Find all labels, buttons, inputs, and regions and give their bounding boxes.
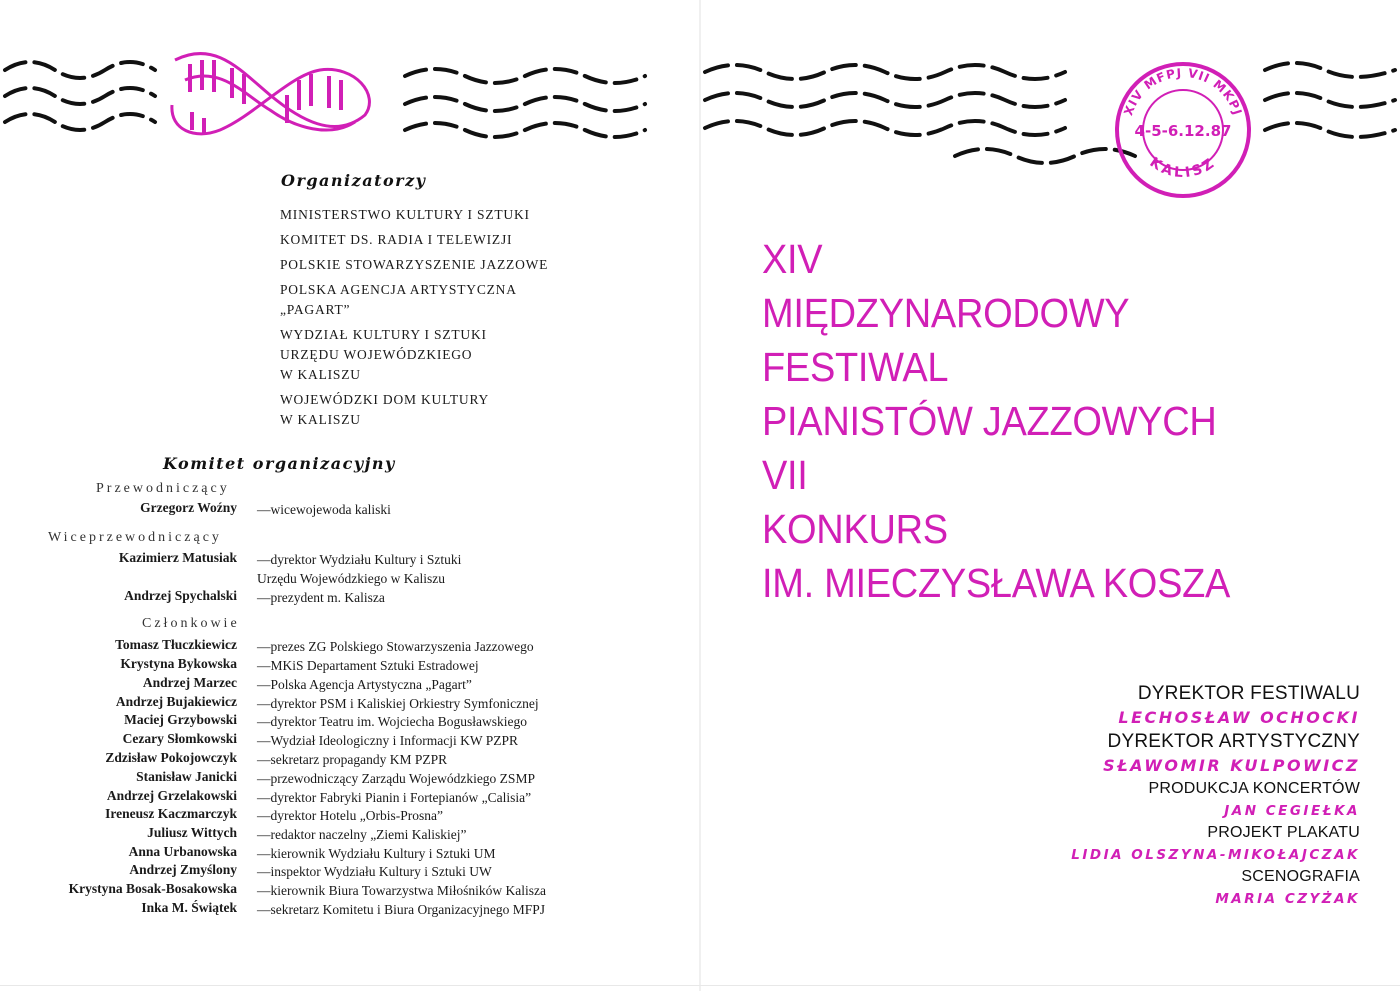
committee-row	[0, 788, 680, 808]
committee-row	[0, 500, 680, 520]
credits-block	[1071, 682, 1360, 910]
right-page	[700, 0, 1400, 991]
credit-person: SŁAWOMIR KULPOWICZ	[1103, 756, 1360, 775]
person-role: —dyrektor Fabryki Pianin i Fortepianów „Calisia”	[257, 790, 532, 805]
person-role: —MKiS Departament Sztuki Estradowej	[257, 658, 479, 673]
committee-row	[0, 900, 680, 920]
person-name: Kazimierz Matusiak	[118, 550, 237, 565]
committee-row	[0, 750, 680, 770]
person-role: —Wydział Ideologiczny i Informacji KW PZPR	[257, 733, 519, 748]
person-name: Inka M. Świątek	[141, 900, 237, 915]
committee-row	[0, 656, 680, 676]
person-role: —dyrektor Wydziału Kultury i Sztuki Urzędu Wojewódzkiego w Kaliszu	[257, 552, 462, 586]
person-name: Krystyna Bosak-Bosakowska	[68, 881, 237, 896]
person-name: Tomasz Tłuczkiewicz	[115, 637, 237, 652]
committee-row	[0, 588, 680, 608]
chair-label: Przewodniczący	[96, 481, 230, 496]
person-name: Andrzej Zmyślony	[129, 862, 237, 877]
person-role: —kierownik Wydziału Kultury i Sztuki UM	[257, 846, 496, 861]
stamp-city: KALISZ	[1146, 154, 1220, 182]
credit-person: LECHOSŁAW OCHOCKI	[1118, 708, 1360, 727]
person-role: —sekretarz propagandy KM PZPR	[257, 752, 448, 767]
person-role: —prezes ZG Polskiego Stowarzyszenia Jazzowego	[257, 639, 534, 654]
credit-person: LIDIA OLSZYNA-MIKOŁAJCZAK	[1071, 847, 1360, 863]
committee-row	[0, 675, 680, 695]
vice-chair-label: Wiceprzewodniczący	[48, 530, 222, 545]
person-name: Andrzej Grzelakowski	[106, 788, 237, 803]
committee-row	[0, 844, 680, 864]
person-role: —inspektor Wydziału Kultury i Sztuki UW	[257, 864, 492, 879]
person-name: Andrzej Marzec	[142, 675, 237, 690]
committee-row	[0, 731, 680, 751]
person-name: Maciej Grzybowski	[124, 712, 237, 727]
members-label: Członkowie	[142, 616, 240, 631]
stamp-date: 4-5-6.12.87	[1134, 122, 1232, 140]
title-line: IM. MIECZYSŁAWA KOSZA	[762, 561, 1231, 607]
credit-person: MARIA CZYŻAK	[1215, 891, 1360, 907]
person-role: —przewodniczący Zarządu Wojewódzkiego ZSMP	[257, 771, 535, 786]
page-bottom-edge	[0, 985, 1400, 986]
credit-role: SCENOGRAFIA	[1241, 868, 1360, 885]
organizer-item: MINISTERSTWO KULTURY I SZTUKI	[280, 207, 530, 222]
person-name: Zdzisław Pokojowczyk	[105, 750, 237, 765]
postmark-wave-lines	[700, 0, 1400, 170]
person-name: Stanisław Janicki	[136, 769, 237, 784]
organizers-list	[280, 205, 610, 435]
title-line: XIV	[762, 237, 823, 283]
person-role: —prezydent m. Kalisza	[257, 590, 385, 605]
title-line: MIĘDZYNARODOWY	[762, 291, 1130, 337]
person-name: Andrzej Bujakiewicz	[115, 694, 237, 709]
committee-row	[0, 712, 680, 732]
committee-row	[0, 806, 680, 826]
person-role: —wicewojewoda kaliski	[257, 502, 391, 517]
person-name: Grzegorz Woźny	[140, 500, 237, 515]
committee-row	[0, 550, 680, 586]
committee-row	[0, 862, 680, 882]
person-name: Ireneusz Kaczmarczyk	[105, 806, 237, 821]
person-role: —dyrektor Teatru im. Wojciecha Bogusławskiego	[257, 714, 528, 729]
committee-row	[0, 881, 680, 901]
committee-heading: Komitet organizacyjny	[163, 454, 396, 473]
person-name: Krystyna Bykowska	[120, 656, 237, 671]
credit-role: DYREKTOR ARTYSTYCZNY	[1107, 731, 1360, 752]
person-name: Anna Urbanowska	[128, 844, 237, 859]
person-name: Andrzej Spychalski	[124, 588, 237, 603]
credit-role: PROJEKT PLAKATU	[1207, 824, 1360, 841]
festival-title	[762, 233, 1230, 611]
committee-row	[0, 769, 680, 789]
person-role: —sekretarz Komitetu i Biura Organizacyjnego MFPJ	[257, 902, 546, 917]
committee-row	[0, 825, 680, 845]
title-line: VII	[762, 453, 808, 499]
person-role: —dyrektor Hotelu „Orbis-Prosna”	[257, 808, 443, 823]
title-line: PIANISTÓW JAZZOWYCH	[762, 399, 1217, 445]
postmark-stamp	[1108, 58, 1258, 198]
title-line: KONKURS	[762, 507, 948, 553]
piano-keyboard-infinity-logo	[160, 40, 380, 145]
credit-person: JAN CEGIEŁKA	[1224, 803, 1360, 819]
person-role: —kierownik Biura Towarzystwa Miłośników Kalisza	[257, 883, 547, 898]
person-role: —Polska Agencja Artystyczna „Pagart”	[257, 677, 472, 692]
credit-role: PRODUKCJA KONCERTÓW	[1148, 780, 1360, 797]
organizer-item: KOMITET DS. RADIA I TELEWIZJI	[280, 232, 513, 247]
person-role: —dyrektor PSM i Kaliskiej Orkiestry Symfonicznej	[257, 696, 539, 711]
title-line: FESTIWAL	[762, 345, 949, 391]
organizer-item: WOJEWÓDZKI DOM KULTURY W KALISZU	[280, 392, 490, 427]
person-name: Juliusz Wittych	[147, 825, 237, 840]
committee-row	[0, 694, 680, 714]
committee-row	[0, 637, 680, 657]
organizer-item: POLSKA AGENCJA ARTYSTYCZNA „PAGART”	[280, 282, 517, 317]
organizer-item: WYDZIAŁ KULTURY I SZTUKI URZĘDU WOJEWÓDZKIEGO W KALISZU	[280, 327, 487, 382]
organizers-heading: Organizatorzy	[281, 171, 427, 190]
person-role: —redaktor naczelny „Ziemi Kaliskiej”	[257, 827, 467, 842]
person-name: Cezary Słomkowski	[122, 731, 237, 746]
stamp-ring-text: XIV MFPJ VII MKPJ	[1121, 65, 1245, 118]
organizer-item: POLSKIE STOWARZYSZENIE JAZZOWE	[280, 257, 549, 272]
credit-role: DYREKTOR FESTIWALU	[1137, 683, 1360, 704]
